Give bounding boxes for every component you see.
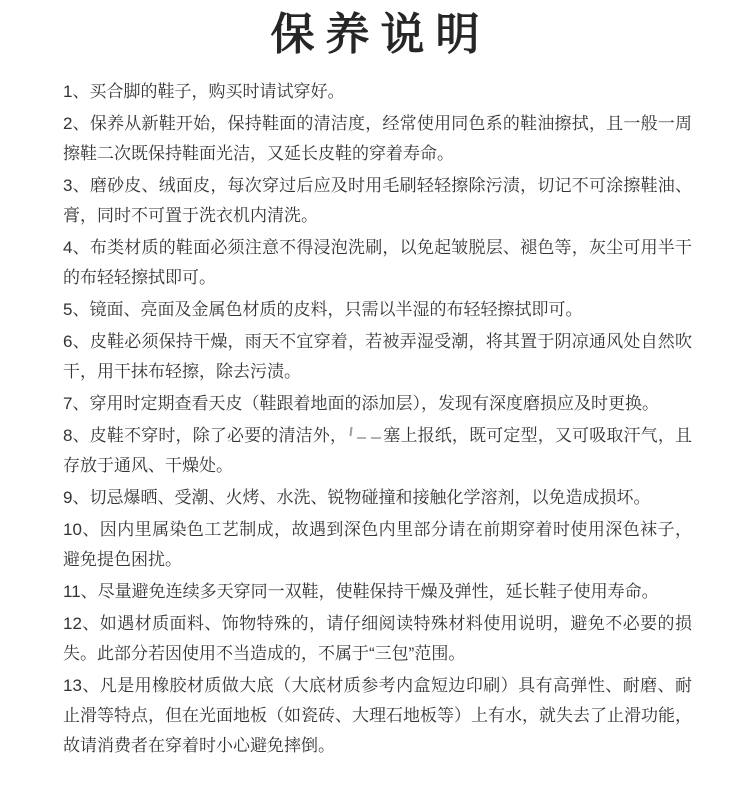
care-item-1: 1、买合脚的鞋子，购买时请试穿好。	[63, 82, 345, 101]
care-item-4: 4、布类材质的鞋面必须注意不得浸泡洗刷，以免起皱脱层、褪色等，灰尘可用半干的布轻轻擦拭即可。	[63, 238, 692, 287]
care-item-11: 11、尽量避免连续多天穿同一双鞋，使鞋保持干燥及弹性，延长鞋子使用寿命。	[63, 582, 659, 601]
care-item-10: 10、因内里属染色工艺制成，故遇到深色内里部分请在前期穿着时使用深色袜子，避免提色困扰。	[63, 520, 692, 569]
erased-text-smudge	[347, 427, 383, 441]
care-item-2: 2、保养从新鞋开始，保持鞋面的清洁度，经常使用同色系的鞋油擦拭，且一般一周擦鞋二次既保持鞋面光洁，又延长皮鞋的穿着寿命。	[63, 114, 692, 163]
care-item-3: 3、磨砂皮、绒面皮，每次穿过后应及时用毛刷轻轻擦除污渍，切记不可涂擦鞋油、膏，同时不可置于洗衣机内清洗。	[63, 176, 692, 225]
care-item-8	[63, 421, 692, 481]
care-item-5: 5、镜面、亮面及金属色材质的皮料，只需以半湿的布轻轻擦拭即可。	[63, 300, 583, 319]
care-item-6: 6、皮鞋必须保持干燥，雨天不宜穿着，若被弄湿受潮，将其置于阴凉通风处自然吹干，用干抹布轻擦，除去污渍。	[63, 332, 692, 381]
care-item-7: 7、穿用时定期查看天皮（鞋跟着地面的添加层），发现有深度磨损应及时更换。	[63, 394, 659, 413]
page-title: 保养说明	[270, 10, 491, 59]
care-item-9: 9、切忌爆晒、受潮、火烤、水洗、锐物碰撞和接触化学溶剂，以免造成损坏。	[63, 488, 651, 507]
care-item-13: 13、凡是用橡胶材质做大底（大底材质参考内盒短边印刷）具有高弹性、耐磨、耐止滑等特点，但在光面地板（如瓷砖、大理石地板等）上有水，就失去了止滑功能，故请消费者在穿着时小心避免摔倒。	[63, 676, 692, 755]
care-item-8-text-before: 8、皮鞋不穿时，除了必要的清洁外，	[63, 426, 348, 445]
care-instructions-list	[63, 77, 692, 761]
care-item-12: 12、如遇材质面料、饰物特殊的，请仔细阅读特殊材料使用说明，避免不必要的损失。此部分若因使用不当造成的，不属于“三包”范围。	[63, 614, 692, 663]
care-item-8-text-after: 塞上报纸，既可定型，又可吸取汗气，且存放于通风、干燥处。	[63, 426, 692, 475]
